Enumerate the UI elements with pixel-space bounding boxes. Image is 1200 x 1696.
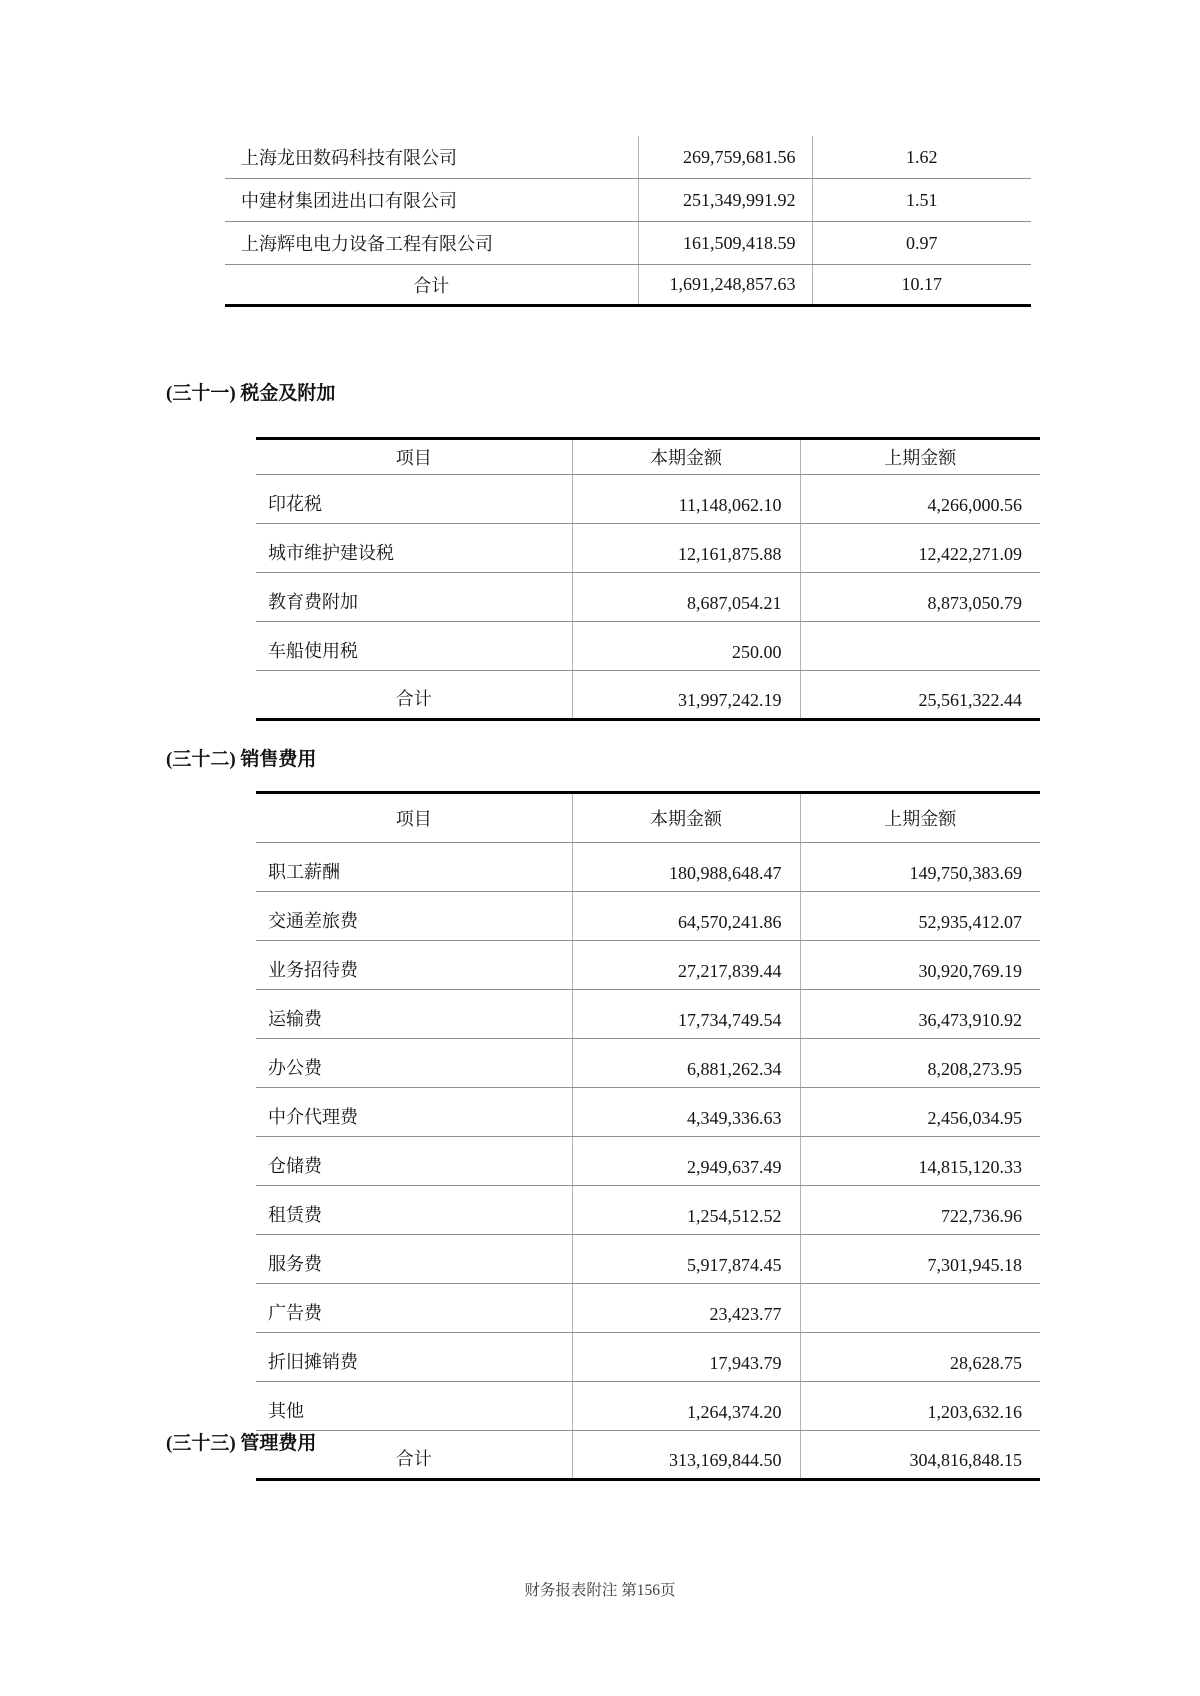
current-period-value: 12,161,875.88 bbox=[572, 524, 800, 573]
item-label: 租赁费 bbox=[256, 1186, 572, 1235]
header-row bbox=[256, 439, 1040, 475]
item-label: 职工薪酬 bbox=[256, 843, 572, 892]
column-header-prior-period: 上期金额 bbox=[800, 439, 1040, 475]
item-label: 城市维护建设税 bbox=[256, 524, 572, 573]
prior-period-value: 14,815,120.33 bbox=[800, 1137, 1040, 1186]
column-header-current-period: 本期金额 bbox=[572, 793, 800, 843]
page-footer: 财务报表附注 第156页 bbox=[524, 1582, 676, 1599]
prior-period-value: 12,422,271.09 bbox=[800, 524, 1040, 573]
prior-period-value: 8,208,273.95 bbox=[800, 1039, 1040, 1088]
prior-period-value: 149,750,383.69 bbox=[800, 843, 1040, 892]
table-row bbox=[256, 573, 1040, 622]
company-name: 上海龙田数码科技有限公司 bbox=[225, 136, 638, 179]
table-row bbox=[256, 524, 1040, 573]
total-label: 合计 bbox=[256, 1431, 572, 1480]
company-name: 上海辉电电力设备工程有限公司 bbox=[225, 222, 638, 265]
prior-period-value: 8,873,050.79 bbox=[800, 573, 1040, 622]
item-label: 交通差旅费 bbox=[256, 892, 572, 941]
column-header-item: 项目 bbox=[256, 793, 572, 843]
table-row bbox=[256, 1235, 1040, 1284]
prior-period-value: 36,473,910.92 bbox=[800, 990, 1040, 1039]
prior-period-value: 2,456,034.95 bbox=[800, 1088, 1040, 1137]
column-header-prior-period: 上期金额 bbox=[800, 793, 1040, 843]
total-row bbox=[225, 265, 1031, 306]
current-period-value: 250.00 bbox=[572, 622, 800, 671]
total-current-period: 313,169,844.50 bbox=[572, 1431, 800, 1480]
current-period-value: 5,917,874.45 bbox=[572, 1235, 800, 1284]
table-row bbox=[256, 622, 1040, 671]
item-label: 印花税 bbox=[256, 475, 572, 524]
section-heading-taxes-and-surcharges: (三十一) 税金及附加 bbox=[166, 383, 336, 404]
current-period-value: 11,148,062.10 bbox=[572, 475, 800, 524]
current-period-value: 27,217,839.44 bbox=[572, 941, 800, 990]
current-period-value: 17,943.79 bbox=[572, 1333, 800, 1382]
table-row bbox=[256, 892, 1040, 941]
header-row bbox=[256, 793, 1040, 843]
total-prior-period: 25,561,322.44 bbox=[800, 671, 1040, 720]
total-row bbox=[256, 1431, 1040, 1480]
percent-value: 1.62 bbox=[812, 136, 1031, 179]
selling-expenses-table bbox=[256, 791, 1040, 1481]
taxes-and-surcharges-table bbox=[256, 437, 1040, 721]
table-row bbox=[256, 941, 1040, 990]
table-row bbox=[256, 990, 1040, 1039]
percent-value: 0.97 bbox=[812, 222, 1031, 265]
total-percent: 10.17 bbox=[812, 265, 1031, 306]
current-period-value: 8,687,054.21 bbox=[572, 573, 800, 622]
table-row bbox=[256, 1137, 1040, 1186]
item-label: 折旧摊销费 bbox=[256, 1333, 572, 1382]
item-label: 运输费 bbox=[256, 990, 572, 1039]
total-row bbox=[256, 671, 1040, 720]
table-row bbox=[225, 222, 1031, 265]
current-period-value: 64,570,241.86 bbox=[572, 892, 800, 941]
prior-period-value: 28,628.75 bbox=[800, 1333, 1040, 1382]
prior-period-value: 52,935,412.07 bbox=[800, 892, 1040, 941]
total-current-period: 31,997,242.19 bbox=[572, 671, 800, 720]
major-customers-table bbox=[225, 136, 1031, 307]
table-row bbox=[256, 1039, 1040, 1088]
amount-value: 269,759,681.56 bbox=[638, 136, 812, 179]
table-row bbox=[256, 1186, 1040, 1235]
current-period-value: 17,734,749.54 bbox=[572, 990, 800, 1039]
column-header-current-period: 本期金额 bbox=[572, 439, 800, 475]
current-period-value: 6,881,262.34 bbox=[572, 1039, 800, 1088]
current-period-value: 23,423.77 bbox=[572, 1284, 800, 1333]
prior-period-value: 1,203,632.16 bbox=[800, 1382, 1040, 1431]
total-label: 合计 bbox=[256, 671, 572, 720]
table-row bbox=[225, 179, 1031, 222]
section-heading-administrative-expenses: (三十三) 管理费用 bbox=[166, 1433, 317, 1454]
table-row bbox=[256, 1088, 1040, 1137]
total-amount: 1,691,248,857.63 bbox=[638, 265, 812, 306]
current-period-value: 2,949,637.49 bbox=[572, 1137, 800, 1186]
table-row bbox=[256, 1382, 1040, 1431]
column-header-item: 项目 bbox=[256, 439, 572, 475]
item-label: 服务费 bbox=[256, 1235, 572, 1284]
prior-period-value bbox=[800, 622, 1040, 671]
table-row bbox=[256, 475, 1040, 524]
total-prior-period: 304,816,848.15 bbox=[800, 1431, 1040, 1480]
table-row bbox=[225, 136, 1031, 179]
table-row bbox=[256, 843, 1040, 892]
current-period-value: 4,349,336.63 bbox=[572, 1088, 800, 1137]
current-period-value: 180,988,648.47 bbox=[572, 843, 800, 892]
current-period-value: 1,254,512.52 bbox=[572, 1186, 800, 1235]
item-label: 广告费 bbox=[256, 1284, 572, 1333]
item-label: 其他 bbox=[256, 1382, 572, 1431]
item-label: 办公费 bbox=[256, 1039, 572, 1088]
prior-period-value bbox=[800, 1284, 1040, 1333]
total-label: 合计 bbox=[225, 265, 638, 306]
item-label: 教育费附加 bbox=[256, 573, 572, 622]
amount-value: 161,509,418.59 bbox=[638, 222, 812, 265]
prior-period-value: 7,301,945.18 bbox=[800, 1235, 1040, 1284]
prior-period-value: 30,920,769.19 bbox=[800, 941, 1040, 990]
current-period-value: 1,264,374.20 bbox=[572, 1382, 800, 1431]
item-label: 中介代理费 bbox=[256, 1088, 572, 1137]
percent-value: 1.51 bbox=[812, 179, 1031, 222]
amount-value: 251,349,991.92 bbox=[638, 179, 812, 222]
table-row bbox=[256, 1333, 1040, 1382]
item-label: 车船使用税 bbox=[256, 622, 572, 671]
item-label: 仓储费 bbox=[256, 1137, 572, 1186]
prior-period-value: 722,736.96 bbox=[800, 1186, 1040, 1235]
section-heading-selling-expenses: (三十二) 销售费用 bbox=[166, 749, 317, 770]
prior-period-value: 4,266,000.56 bbox=[800, 475, 1040, 524]
item-label: 业务招待费 bbox=[256, 941, 572, 990]
company-name: 中建材集团进出口有限公司 bbox=[225, 179, 638, 222]
table-row bbox=[256, 1284, 1040, 1333]
